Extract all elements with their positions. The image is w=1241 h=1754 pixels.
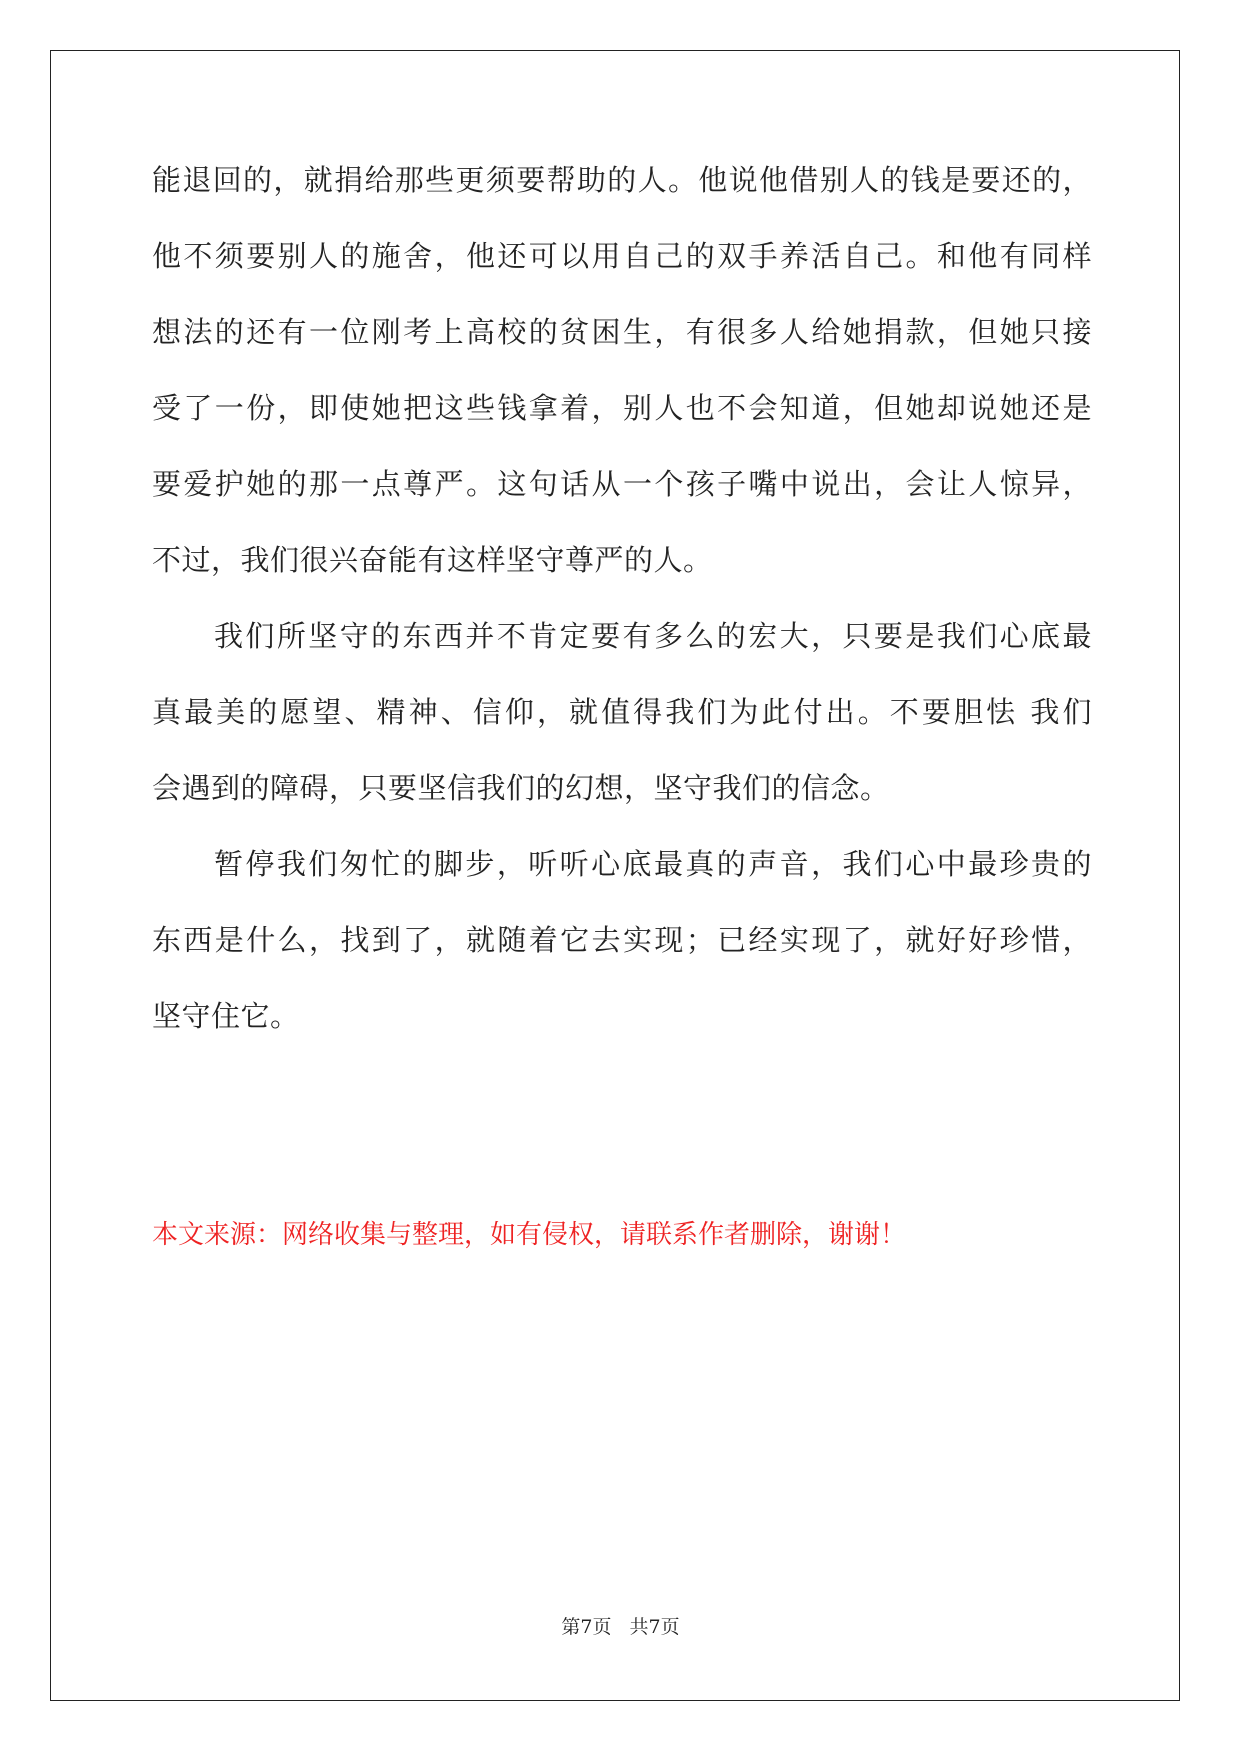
- text-line: 不过，我们很兴奋能有这样坚守尊严的人。: [152, 543, 713, 577]
- text-line: 受了一份，即使她把这些钱拿着，别人也不会知道，但她却说她还是: [152, 391, 1092, 425]
- page-number-total: 共7页: [629, 1616, 680, 1638]
- text-line: 能退回的，就捐给那些更须要帮助的人。他说他借别人的钱是要还的，: [152, 163, 1092, 197]
- text-line: 想法的还有一位刚考上高校的贫困生，有很多人给她捐款，但她只接: [152, 315, 1092, 349]
- text-line: 他不须要别人的施舍，他还可以用自己的双手养活自己。和他有同样: [152, 239, 1092, 273]
- page-number-current: 第7页: [561, 1616, 612, 1638]
- source-note: 本文来源：网络收集与整理，如有侵权，请联系作者删除，谢谢！: [152, 1220, 907, 1250]
- text-line: 坚守住它。: [152, 999, 300, 1033]
- text-line: 真最美的愿望、精神、信仰，就值得我们为此付出。不要胆怯 我们: [152, 695, 1092, 729]
- paragraph-first-line: 我们所坚守的东西并不肯定要有多么的宏大，只要是我们心底最: [214, 619, 1092, 653]
- paragraph-first-line: 暂停我们匆忙的脚步，听听心底最真的声音，我们心中最珍贵的: [214, 847, 1092, 881]
- text-line: 会遇到的障碍，只要坚信我们的幻想，坚守我们的信念。: [152, 771, 890, 805]
- page-footer: [0, 1612, 1241, 1639]
- text-line: 要爱护她的那一点尊严。这句话从一个孩子嘴中说出，会让人惊异，: [152, 467, 1092, 501]
- text-line: 东西是什么，找到了，就随着它去实现；已经实现了，就好好珍惜，: [152, 923, 1092, 957]
